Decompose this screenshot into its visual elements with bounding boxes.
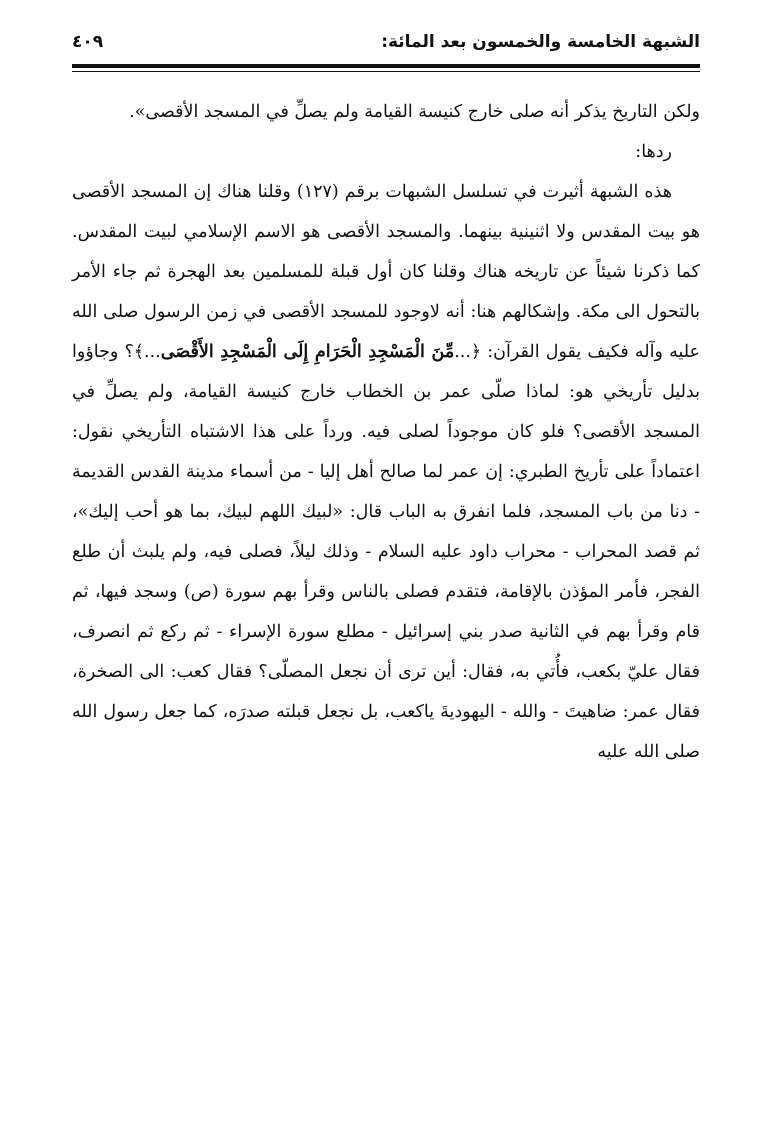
paragraph-continuation: ولكن التاريخ يذكر أنه صلى خارج كنيسة القيامة ولم يصلِّ في المسجد الأقصى». <box>129 102 700 122</box>
header-rule-thin <box>72 71 700 72</box>
page-number: ٤٠٩ <box>72 32 104 52</box>
page-header <box>72 28 700 58</box>
running-title: الشبهة الخامسة والخمسون بعد المائة: <box>381 32 700 52</box>
paragraph-main-after-quran: ...﴾؟ وجاؤوا بدليل تأريخي هو: لماذا صلّى عمر بن الخطاب خارج كنيسة القيامة، ولم يصلِّ في المسجد الأقصى؟ فلو كان موجوداً لصلى فيه. ورداً على هذا الاشتباه التأريخي نقول: اعتماداً على تأريخ الطبري: إن عمر لما صالح أهل إليا - من أسماء مدينة القدس القديمة - دنا من باب المسجد، فلما انفرق به الباب قال: «لبيك اللهم لبيك، بما هو أحب إليك»، ثم قصد المحراب - محراب داود عليه السلام - وذلك ليلاً، فصلى فيه، ولم يلبث أن طلع الفجر، فأمر المؤذن بالإقامة، فتقدم فصلى بالناس وقرأ بهم سورة (ص) وسجد فيها، ثم قام وقرأ بهم في الثانية صدر بني إسرائيل - مطلع سورة الإسراء - ثم ركع ثم انصرف، فقال عليّ بكعب، فأُتي به، فقال: أين ترى أن نجعل المصلّى؟ فقال كعب: الى الصخرة، فقال عمر: ضاهيتَ - والله - اليهوديةَ ياكعب، بل نجعل قبلته صدرَه، كما جعل رسول الله صلى الله عليه <box>72 342 700 762</box>
quran-verse: مِّنَ الْمَسْجِدِ الْحَرَامِ إِلَى الْمَسْجِدِ الأَقْصَى <box>160 342 455 362</box>
paragraph-main-before-quran: هذه الشبهة أثيرت في تسلسل الشبهات برقم (١٢٧) وقلنا هناك إن المسجد الأقصى هو بيت المقدس ولا اثنينية بينهما. والمسجد الأقصى هو الاسم الإسلامي لبيت المقدس. كما ذكرنا شيئاً عن تاريخه هناك وقلنا كان أول قبلة للمسلمين بعد الهجرة ثم جاء الأمر بالتحول الى مكة. وإشكالهم هنا: أنه لاوجود للمسجد الأقصى في زمن الرسول صلى الله عليه وآله فكيف يقول القرآن: ﴿... <box>72 182 700 362</box>
section-heading-reply: ردها: <box>635 142 672 162</box>
paragraph-main <box>72 172 700 772</box>
body-text <box>72 92 700 772</box>
header-rule-thick <box>72 64 700 68</box>
